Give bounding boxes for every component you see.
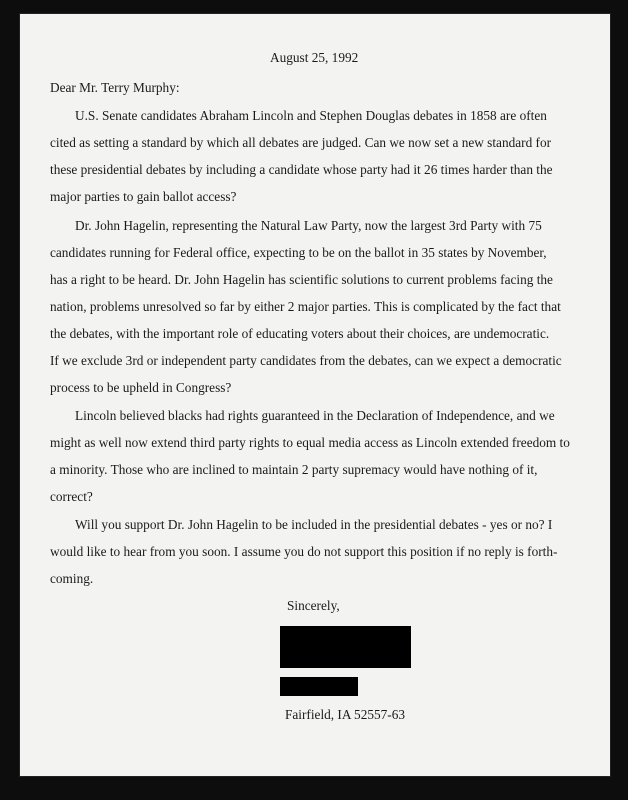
paragraph-4-line-2: would like to hear from you soon. I assume you do not support this position if no reply is forth- [50, 544, 558, 559]
closing: Sincerely, [287, 598, 340, 613]
paragraph-1-line-2: cited as setting a standard by which all debates are judged. Can we now set a new standard for [50, 135, 552, 150]
redacted-signature [280, 626, 411, 668]
paragraph-4-line-3: coming. [50, 571, 94, 586]
letter-date: August 25, 1992 [270, 50, 359, 65]
paragraph-3-line-1: Lincoln believed blacks had rights guaranteed in the Declaration of Independence, and we [75, 408, 555, 423]
paragraph-2-line-5: the debates, with the important role of educating voters about their choices, are undemocratic. [50, 326, 550, 341]
paragraph-2-line-1: Dr. John Hagelin, representing the Natural Law Party, now the largest 3rd Party with 75 [75, 218, 542, 233]
paragraph-2-line-7: process to be upheld in Congress? [50, 380, 232, 395]
paragraph-3-line-2: might as well now extend third party rights to equal media access as Lincoln extended freedom to [50, 435, 570, 450]
paragraph-1-line-4: major parties to gain ballot access? [50, 189, 237, 204]
paragraph-3-line-3: a minority. Those who are inclined to maintain 2 party supremacy would have nothing of it, [50, 462, 538, 477]
paragraph-1-line-1: U.S. Senate candidates Abraham Lincoln and Stephen Douglas debates in 1858 are often [75, 108, 547, 123]
paragraph-2-line-2: candidates running for Federal office, expecting to be on the ballot in 35 states by November, [50, 245, 547, 260]
paragraph-4-line-1: Will you support Dr. John Hagelin to be included in the presidential debates - yes or no? I [75, 517, 553, 532]
salutation: Dear Mr. Terry Murphy: [50, 80, 180, 95]
redacted-name [280, 677, 358, 696]
paragraph-1-line-3: these presidential debates by including a candidate whose party had it 26 times harder than the [50, 162, 553, 177]
sender-location: Fairfield, IA 52557-63 [285, 707, 406, 722]
paragraph-2-line-6: If we exclude 3rd or independent party candidates from the debates, can we expect a democratic [50, 353, 562, 368]
paragraph-2-line-3: has a right to be heard. Dr. John Hagelin has scientific solutions to current problems facing the [50, 272, 553, 287]
paragraph-3-line-4: correct? [50, 489, 93, 504]
paragraph-2-line-4: nation, problems unresolved so far by either 2 major parties. This is complicated by the fact that [50, 299, 561, 314]
